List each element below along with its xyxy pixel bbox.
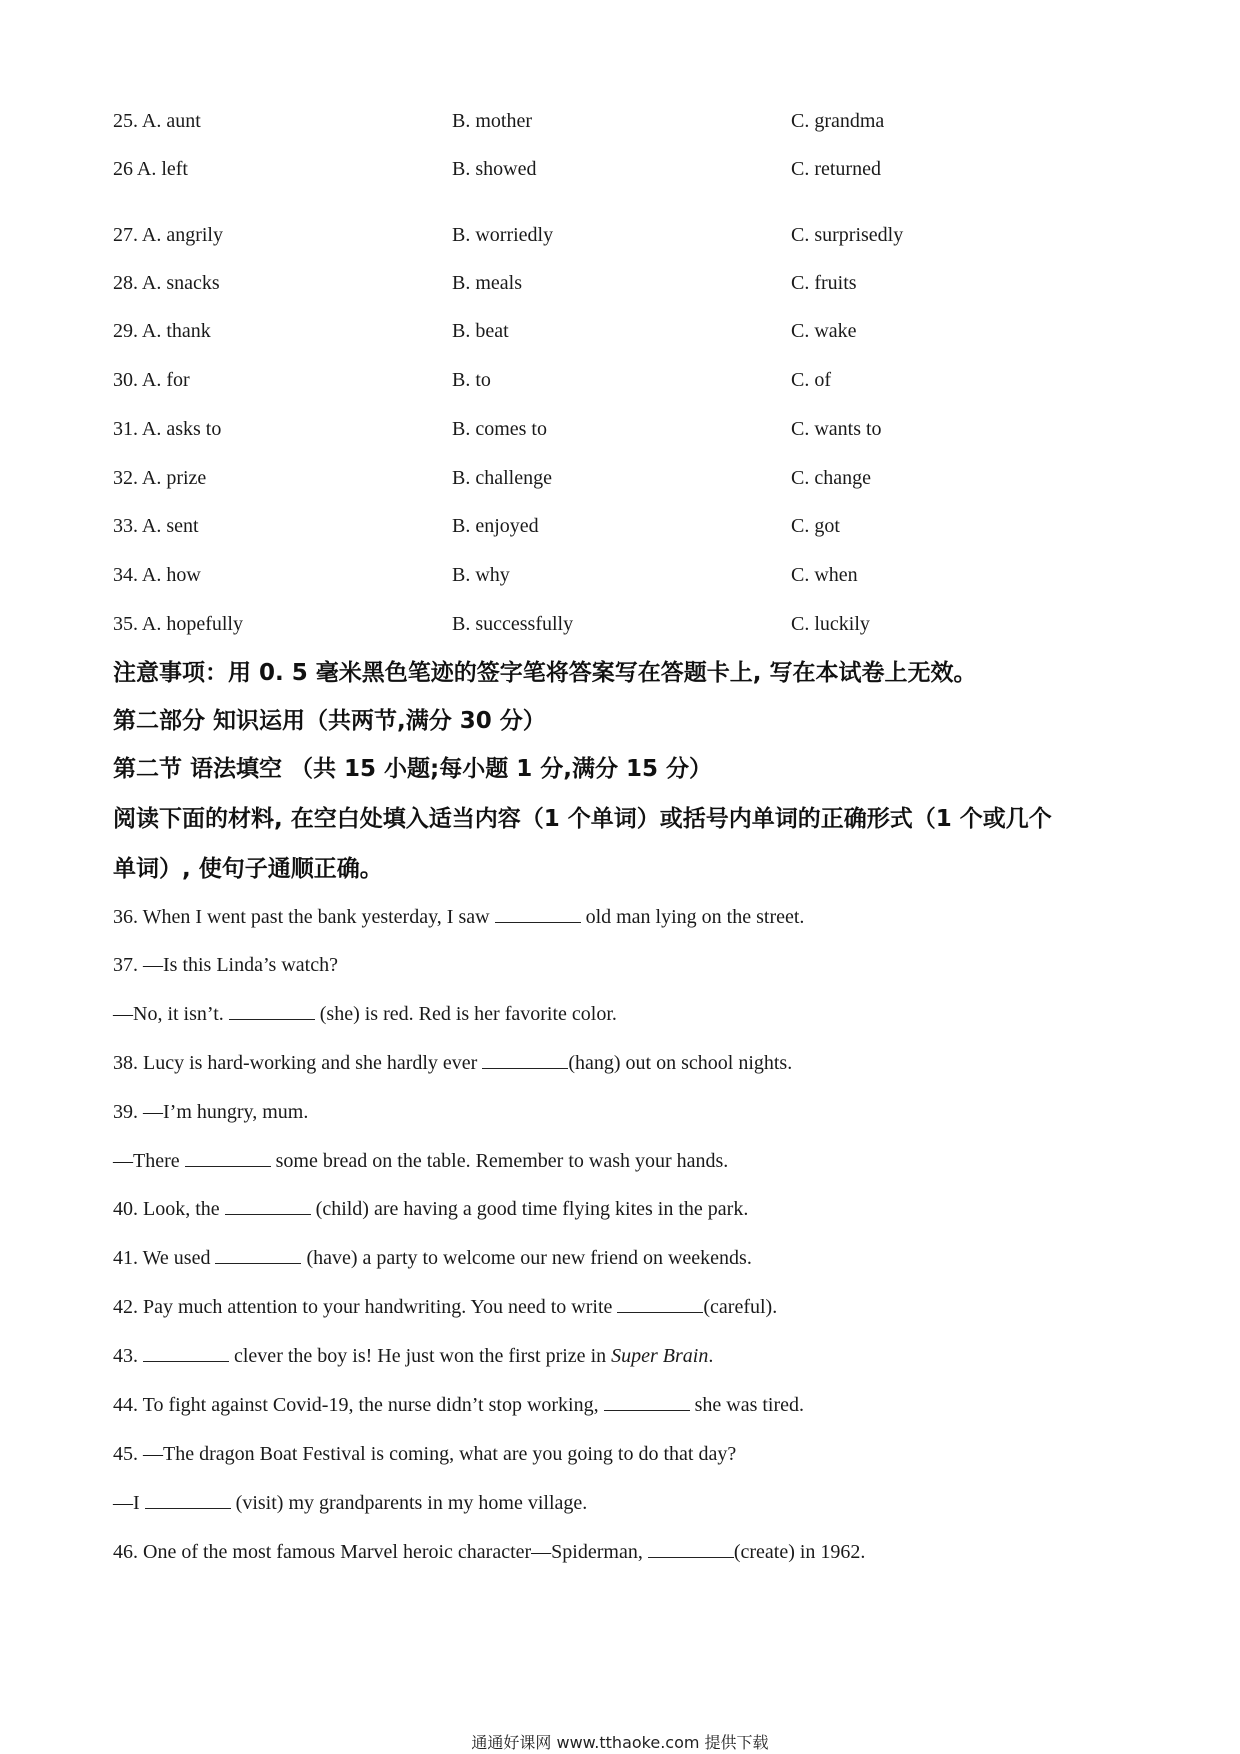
question-text: (she) is red. Red is her favorite color. — [314, 1003, 617, 1025]
answer-blank — [145, 1490, 231, 1509]
question-text: 42. Pay much attention to your handwriting. You need to write — [113, 1296, 618, 1318]
option-c: C. wants to — [791, 418, 882, 440]
option-b: B. worriedly — [452, 224, 554, 246]
option-c: C. got — [791, 515, 840, 537]
question-36 — [113, 902, 804, 932]
option-a: 27. A. angrily — [113, 224, 223, 246]
option-row-26 — [0, 154, 1240, 184]
question-text: 40. Look, the — [113, 1198, 225, 1220]
option-a: 30. A. for — [113, 369, 190, 391]
question-39-prompt: 39. —I’m hungry, mum. — [113, 1101, 309, 1123]
part-title: 第二部分 知识运用（共两节,满分 30 分） — [113, 708, 546, 734]
option-row-33 — [0, 511, 1240, 541]
question-38 — [113, 1048, 792, 1078]
question-37 — [113, 999, 617, 1029]
answer-blank — [604, 1392, 690, 1411]
question-45 — [113, 1488, 587, 1518]
question-text: 41. We used — [113, 1247, 216, 1269]
answer-blank — [495, 904, 581, 923]
option-b: B. successfully — [452, 613, 574, 635]
question-43 — [113, 1341, 713, 1371]
option-a: 29. A. thank — [113, 320, 211, 342]
option-c: C. change — [791, 467, 871, 489]
answer-blank — [225, 1196, 311, 1215]
question-text: . — [708, 1345, 714, 1367]
option-c: C. fruits — [791, 272, 857, 294]
answer-blank — [143, 1343, 229, 1362]
option-c: C. when — [791, 564, 858, 586]
option-a: 25. A. aunt — [113, 110, 201, 132]
question-text: 36. When I went past the bank yesterday, I saw — [113, 906, 495, 928]
answer-blank — [185, 1148, 271, 1167]
footer-watermark: 通通好课网 www.tthaoke.com 提供下载 — [471, 1733, 769, 1752]
answer-blank — [617, 1294, 703, 1313]
option-a: 33. A. sent — [113, 515, 199, 537]
question-40 — [113, 1194, 748, 1224]
question-text: 38. Lucy is hard-working and she hardly ever — [113, 1052, 483, 1074]
question-text: she was tired. — [689, 1394, 805, 1416]
question-text: (create) in 1962. — [733, 1541, 866, 1563]
instruction-line-2: 单词）, 使句子通顺正确。 — [113, 856, 383, 882]
option-c: C. luckily — [791, 613, 870, 635]
option-b: B. mother — [452, 110, 532, 132]
option-b: B. meals — [452, 272, 522, 294]
option-c: C. grandma — [791, 110, 885, 132]
option-row-34 — [0, 560, 1240, 590]
option-a: 26 A. left — [113, 158, 188, 180]
option-b: B. to — [452, 369, 491, 391]
option-row-31 — [0, 414, 1240, 444]
option-b: B. why — [452, 564, 510, 586]
answer-blank — [229, 1001, 315, 1020]
notice: 注意事项：用 0. 5 毫米黑色笔迹的签字笔将答案写在答题卡上, 写在本试卷上无效。 — [113, 660, 977, 686]
question-41 — [113, 1243, 752, 1273]
option-row-32 — [0, 463, 1240, 493]
option-c: C. returned — [791, 158, 881, 180]
option-row-30 — [0, 365, 1240, 395]
option-b: B. enjoyed — [452, 515, 539, 537]
option-b: B. comes to — [452, 418, 547, 440]
option-c: C. surprisedly — [791, 224, 904, 246]
question-text: (careful). — [703, 1296, 778, 1318]
option-a: 28. A. snacks — [113, 272, 220, 294]
question-text: —I — [113, 1492, 145, 1514]
question-text: 46. One of the most famous Marvel heroic character—Spiderman, — [113, 1541, 648, 1563]
option-row-27 — [0, 220, 1240, 250]
question-text: —There — [113, 1150, 185, 1172]
option-b: B. showed — [452, 158, 537, 180]
option-b: B. beat — [452, 320, 509, 342]
answer-blank — [648, 1539, 734, 1558]
question-text: (visit) my grandparents in my home village. — [230, 1492, 588, 1514]
option-row-29 — [0, 316, 1240, 346]
option-row-35 — [0, 609, 1240, 639]
question-text: (have) a party to welcome our new friend on weekends. — [301, 1247, 752, 1269]
instruction-line-1: 阅读下面的材料, 在空白处填入适当内容（1 个单词）或括号内单词的正确形式（1 个或几个 — [113, 806, 1052, 832]
question-44 — [113, 1390, 804, 1420]
section-title: 第二节 语法填空 （共 15 小题;每小题 1 分,满分 15 分） — [113, 756, 713, 782]
option-b: B. challenge — [452, 467, 552, 489]
option-a: 34. A. how — [113, 564, 201, 586]
question-42 — [113, 1292, 777, 1322]
question-39 — [113, 1146, 728, 1176]
program-title: Super Brain — [611, 1345, 709, 1367]
question-46 — [113, 1537, 865, 1567]
question-text: some bread on the table. Remember to wash your hands. — [270, 1150, 729, 1172]
question-45-prompt: 45. —The dragon Boat Festival is coming, what are you going to do that day? — [113, 1443, 737, 1465]
question-text: 43. — [113, 1345, 143, 1367]
option-row-25 — [0, 106, 1240, 136]
question-text: —No, it isn’t. — [113, 1003, 229, 1025]
option-c: C. wake — [791, 320, 857, 342]
option-a: 31. A. asks to — [113, 418, 222, 440]
question-text: 44. To fight against Covid-19, the nurse didn’t stop working, — [113, 1394, 604, 1416]
answer-blank — [482, 1050, 568, 1069]
question-text: (hang) out on school nights. — [568, 1052, 793, 1074]
question-37-prompt: 37. —Is this Linda’s watch? — [113, 954, 338, 976]
question-text: (child) are having a good time flying kites in the park. — [310, 1198, 749, 1220]
option-row-28 — [0, 268, 1240, 298]
option-c: C. of — [791, 369, 831, 391]
answer-blank — [215, 1245, 301, 1264]
option-a: 35. A. hopefully — [113, 613, 243, 635]
question-text: clever the boy is! He just won the first prize in — [229, 1345, 612, 1367]
question-text: old man lying on the street. — [580, 906, 805, 928]
option-a: 32. A. prize — [113, 467, 207, 489]
